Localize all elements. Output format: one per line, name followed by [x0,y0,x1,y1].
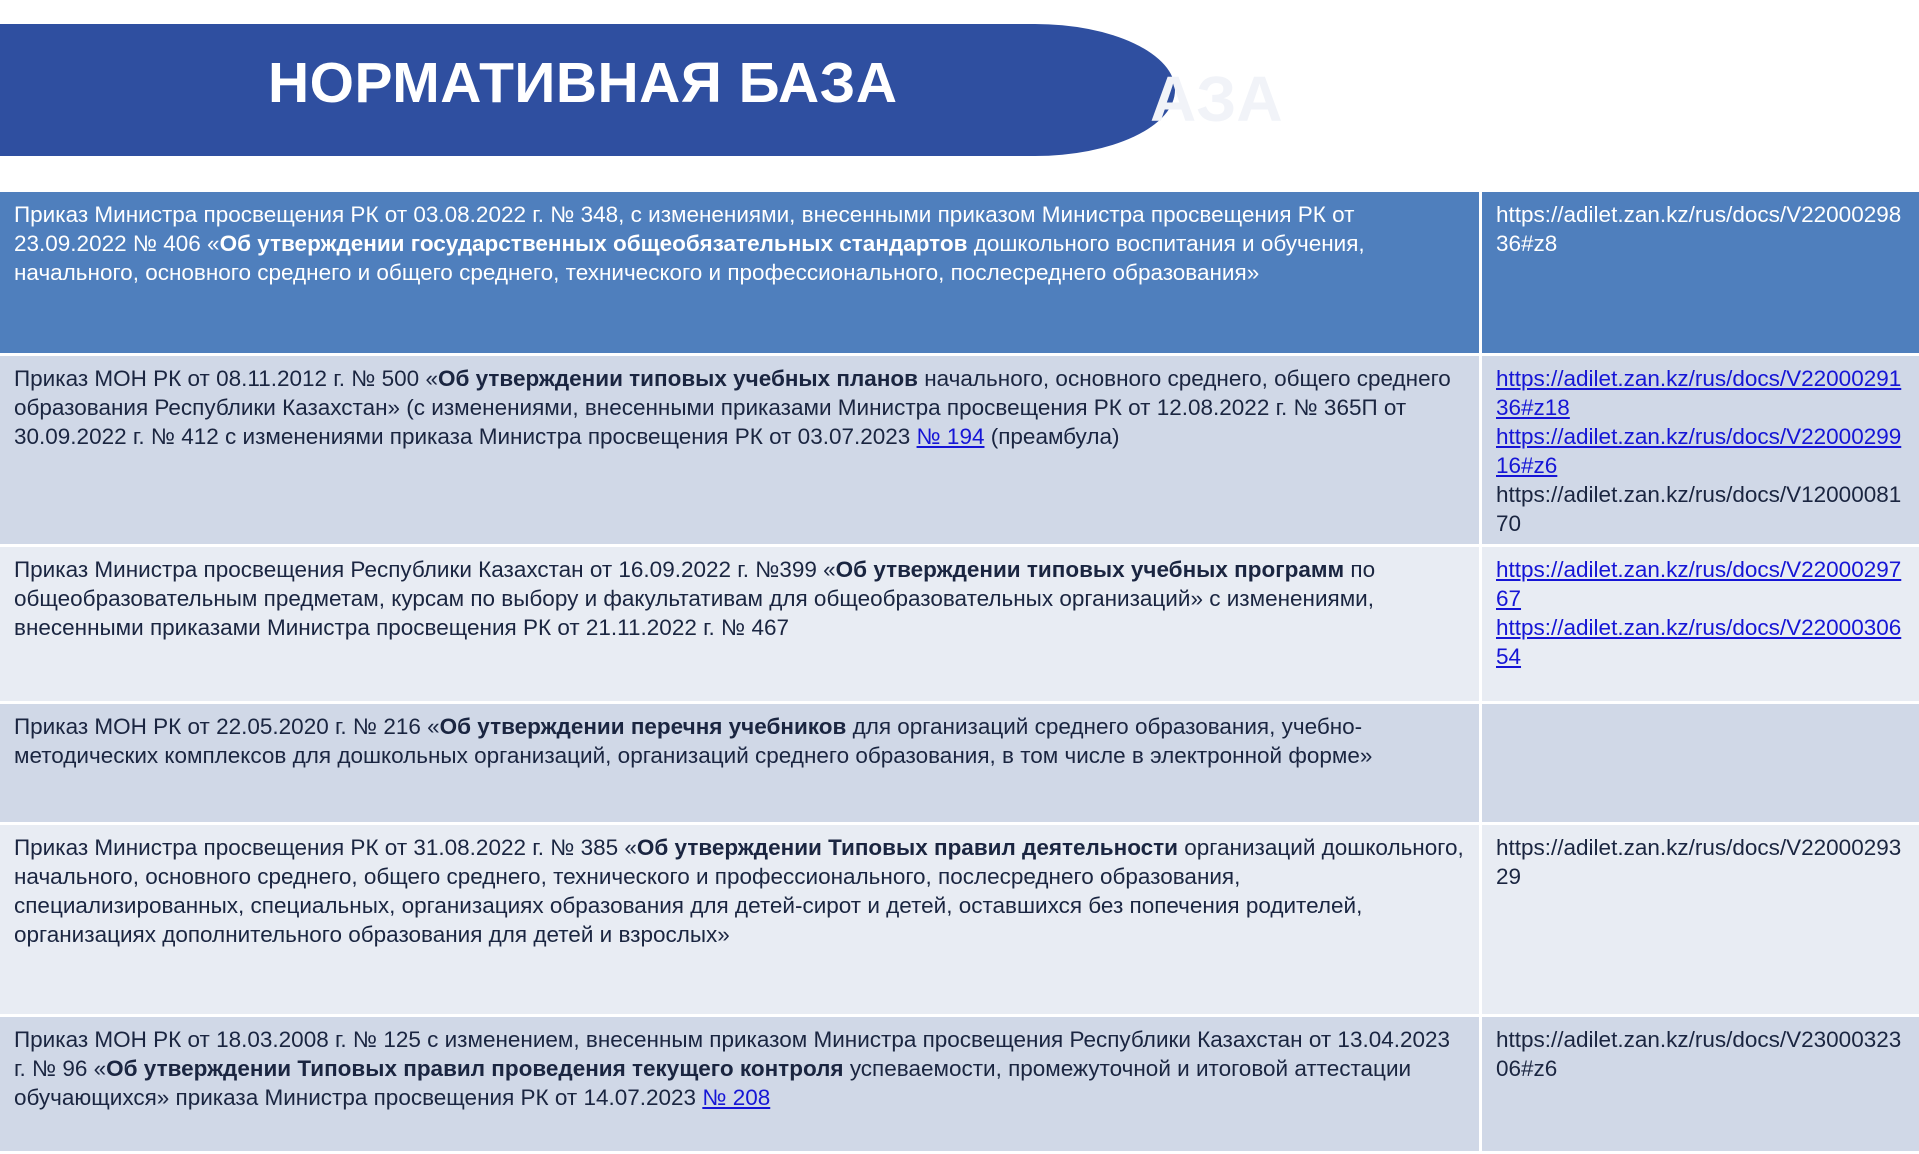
document-cell [0,703,1481,824]
document-text: (преамбула) [984,424,1119,449]
table-row [0,1016,1919,1153]
document-text: успеваемости, промежуточной и итоговой аттестации обучающихся» приказа Министра просвещения РК от 14.07.2023 [14,1056,1411,1110]
document-title: Об утверждении Типовых правил деятельности [637,835,1178,860]
document-text: Приказ МОН РК от 22.05.2020 г. № 216 « [14,714,440,739]
link-cell [1481,355,1919,546]
link-cell [1481,824,1919,1016]
document-cell [0,192,1481,355]
document-cell [0,1016,1481,1153]
table-row [0,703,1919,824]
document-url: https://adilet.zan.kz/rus/docs/V2200029836#z8 [1496,202,1901,256]
table-row [0,546,1919,703]
document-link[interactable]: https://adilet.zan.kz/rus/docs/V2200029136#z18 [1496,366,1901,420]
document-title: Об утверждении типовых учебных планов [438,366,918,391]
document-url: https://adilet.zan.kz/rus/docs/V2300032306#z6 [1496,1027,1901,1081]
document-cell [0,824,1481,1016]
title-ghost-text: АЗА [1150,62,1283,136]
document-text: организаций дошкольного, начального, основного среднего, общего среднего, технического и профессионального, послесреднего образования, специализированных, специальных, организациях образования для детей-сирот и детей, оставшихся без попечения родителей, организациях дополнительного образования для детей и взрослых» [14,835,1464,947]
document-title: Об утверждении типовых учебных программ [836,557,1344,582]
document-text: Приказ Министра просвещения РК от 31.08.2022 г. № 385 « [14,835,637,860]
link-cell [1481,192,1919,355]
document-cell [0,355,1481,546]
document-text: Приказ Министра просвещения РК от 03.08.2022 г. № 348, с изменениями, внесенными приказом Министра просвещения РК от 23.09.2022 № 406 « [14,202,1355,256]
document-text: Приказ Министра просвещения Республики Казахстан от 16.09.2022 г. №399 « [14,557,836,582]
page-title: НОРМАТИВНАЯ БАЗА [268,50,898,116]
amendment-link[interactable]: № 194 [917,424,985,449]
document-title: Об утверждении Типовых правил проведения текущего контроля [106,1056,843,1081]
document-title: Об утверждении государственных общеобязательных стандартов [220,231,968,256]
document-link[interactable]: https://adilet.zan.kz/rus/docs/V2200030654 [1496,615,1901,669]
regulations-table [0,192,1919,1154]
link-cell [1481,546,1919,703]
document-url: https://adilet.zan.kz/rus/docs/V2200029329 [1496,835,1901,889]
document-text: дошкольного воспитания и обучения, начального, основного среднего и общего среднего, технического и профессионального, послесреднего образования» [14,231,1365,285]
link-cell [1481,703,1919,824]
document-url: https://adilet.zan.kz/rus/docs/V1200008170 [1496,482,1901,536]
document-text: начального, основного среднего, общего среднего образования Республики Казахстан» (с изменениями, внесенными приказами Министра просвещения РК от 12.08.2022 г. № 365П от 30.09.2022 г. № 412 с изменениями приказа Министра просвещения РК от 03.07.2023 [14,366,1451,449]
table-row [0,824,1919,1016]
link-cell [1481,1016,1919,1153]
document-link[interactable]: https://adilet.zan.kz/rus/docs/V2200029916#z6 [1496,424,1901,478]
document-text: по общеобразовательным предметам, курсам по выбору и факультативам для общеобразовательных организаций» с изменениями, внесенными приказами Министра просвещения РК от 21.11.2022 г. № 467 [14,557,1375,640]
table-row [0,355,1919,546]
document-cell [0,546,1481,703]
document-title: Об утверждении перечня учебников [440,714,847,739]
document-text: Приказ МОН РК от 18.03.2008 г. № 125 с изменением, внесенным приказом Министра просвещения Республики Казахстан от 13.04.2023 г. № 96 « [14,1027,1450,1081]
document-link[interactable]: https://adilet.zan.kz/rus/docs/V2200029767 [1496,557,1901,611]
document-text: Приказ МОН РК от 08.11.2012 г. № 500 « [14,366,438,391]
amendment-link[interactable]: № 208 [702,1085,770,1110]
table-row [0,192,1919,355]
document-text: для организаций среднего образования, учебно-методических комплексов для дошкольных организаций, организаций среднего образования, в том числе в электронной форме» [14,714,1372,768]
